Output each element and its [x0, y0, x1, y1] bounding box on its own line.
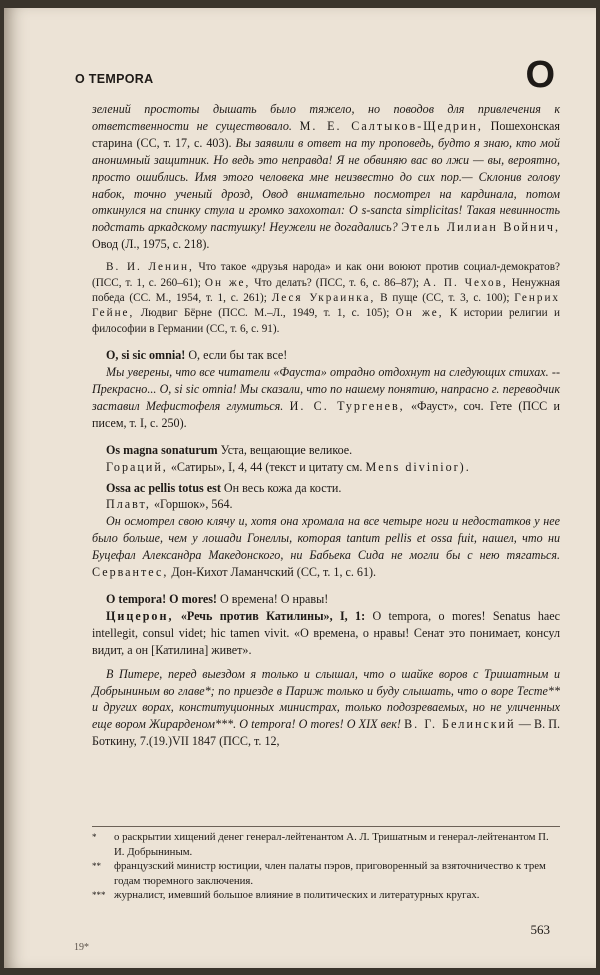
ref-author: Леся Украинка,	[271, 291, 376, 304]
author-name: Этель Лилиан Войнич,	[401, 220, 561, 235]
section-letter: O	[525, 54, 555, 96]
quote-text: Вы заявили в ответ на ту проповедь, будто я знаю, кто мой анонимный защитник. Но ведь это неправда! Я не обвиняю вас во лжи — вы, вероятно, просто ошиблись. Имя этого человека мне неизвестно до сих пор.— Склонив голову набок, точно ученый дрозд, Овод внимательно посмотрел на кардинала, потом откинулся на спинку стула и громко захохотал: О s-sancta simplicitas! Такая невинность подстать аркадскому пастушку! Неужели не догадались?	[92, 135, 560, 235]
latin-quote: O tempora, o mores! Senatus haec intellegit, consul videt; hic tamen vivit.	[92, 608, 560, 640]
footnote-text: французский министр юстиции, член палаты пэров, приговоренный за взяточничество к трем годам тюремного заключения.	[114, 860, 546, 887]
source-reference: Пошехонская старина (СС, т. 17, с. 403).	[92, 118, 560, 150]
quote-text: зелений простоты дышать было тяжело, но поводов для привлечения к ответственности не существовало.	[92, 102, 560, 133]
ref-text: Что такое «друзья народа» и как они воюют против социал-демократов? (ПСС, т. 1, с. 260–61);	[92, 261, 560, 289]
quote-text: Он осмотрел свою клячу и, хотя она хромала на все четыре ноги и недостатков у нее было больше, чем у лошади Гонеллы, которая tantum pellis et ossa fuit, нашел, что ни Буцефал Александра Македонского, ни Бабьека Сида не могли бы с нею тягаться.	[92, 514, 560, 563]
footnote	[92, 859, 560, 888]
ref-text: Что делать? (ПСС, т. 6, с. 86–87);	[254, 276, 420, 289]
entry-translation: Уста, вещающие великое.	[220, 442, 353, 457]
page-content	[92, 101, 560, 750]
quote-text: Мы уверены, что все читатели «Фауста» отрадно отдохнут на следующих стихах. -- Прекрасно... O, si sic omnia! Мы сказали, что по нашему понятию, напрасно г. переводчик заставил Мефистофеля глумиться.	[92, 365, 560, 413]
entry-heading	[92, 442, 560, 459]
ref-text: Ненужная победа (СС. М., 1954, т. 1, с. 261);	[92, 276, 561, 304]
source-reference: Овод (Л., 1975, с. 218).	[92, 237, 210, 252]
entry-heading	[92, 591, 560, 608]
author-name: Цицерон,	[106, 608, 174, 623]
author-name: Плавт,	[106, 497, 151, 512]
entry-phrase: O, si sic omnia!	[106, 348, 186, 363]
entry-translation: О, если бы так все!	[188, 348, 288, 363]
references-paragraph	[92, 260, 560, 337]
ref-author: Он же,	[395, 307, 444, 320]
author-name: М. Е. Салтыков-Щедрин,	[299, 118, 483, 133]
ref-author: Генрих Гейне,	[92, 291, 561, 320]
source-reference: Дон-Кихот Ламанчский (СС, т. 1, с. 61).	[171, 565, 377, 580]
ref-text: Людвиг Бёрне (ПСС. М.–Л., 1949, т. 1, с. 105);	[140, 307, 390, 320]
entry-body	[92, 364, 560, 432]
entry-phrase: Os magna sonaturum	[106, 442, 218, 457]
cross-reference: Mens divinior).	[365, 459, 471, 474]
source-reference: «Сатиры», I, 4, 44 (текст и цитату см.	[170, 459, 363, 474]
entry-body	[92, 459, 560, 476]
ref-text: К истории религии и философии в Германии (СС, т. 6, с. 91).	[92, 307, 560, 335]
source-reference: — В. П. Боткину, 7.(19.)VII 1847 (ПСС, т. 12,	[92, 717, 560, 749]
entry-translation: Он весь кожа да кости.	[223, 480, 342, 495]
footnotes	[92, 826, 560, 903]
footnote	[92, 888, 560, 903]
ref-author: В. И. Ленин,	[106, 261, 194, 274]
entry-heading	[92, 347, 560, 364]
page-header	[75, 54, 555, 100]
author-name: И. С. Тургенев,	[289, 398, 405, 413]
entry-translation: О времена! О нравы!	[219, 591, 329, 606]
author-name: Гораций,	[106, 459, 168, 474]
quote-translation: «О времена, о нравы! Сенат это понимает, консул видит, а он [Катилина] живет».	[92, 625, 560, 657]
entry-body	[92, 666, 560, 751]
footnote	[92, 830, 560, 859]
page-number: 563	[530, 922, 550, 937]
footnote-mark: **	[92, 861, 101, 872]
author-name: В. Г. Белинский	[404, 717, 516, 732]
source-reference: «Горшок», 564.	[153, 497, 233, 512]
footnote-mark: *	[92, 832, 97, 842]
footnote-mark: ***	[92, 890, 106, 901]
ref-author: Он же,	[204, 276, 251, 289]
source-reference: «Фауст», соч. Гете (ПСС и писем, т. I, с. 250).	[92, 398, 561, 430]
ref-author: А. П. Чехов,	[423, 276, 508, 289]
printer-signature: 19*	[74, 942, 89, 953]
running-title: O TEMPORA	[75, 72, 154, 86]
entry-phrase: O tempora! O mores!	[106, 591, 217, 606]
footnote-text: о раскрытии хищений денег генерал-лейтенантом А. Л. Тришатным и генерал-лейтенантом П. И. Добрыниным.	[114, 831, 549, 858]
entry-phrase: Ossa ac pellis totus est	[106, 480, 221, 495]
entry-body	[92, 513, 560, 581]
entry-body	[92, 608, 560, 659]
quote-text: В Питере, перед выездом я только и слышал, что о шайке воров с Тришатным и Добрыниным во главе*; по приезде в Париж только и буду слышать, что о воре Тесте** и других ворах, конституционных министрах, только подозреваемых, но не уличенных еще вором Жирарденом***. O tempora! O mores! О XIX век!	[92, 666, 560, 732]
author-name: Сервантес,	[92, 565, 169, 580]
source-reference: «Речь против Катилины», I, 1:	[180, 608, 366, 623]
entry-heading	[92, 480, 560, 497]
ref-text: В пуще (СС, т. 3, с. 100);	[380, 291, 510, 304]
book-page	[4, 8, 596, 968]
paragraph-quote-saltykov	[92, 101, 560, 253]
entry-source	[92, 496, 560, 513]
footnote-text: журналист, имевший большое влияние в политических и литературных кругах.	[114, 889, 480, 902]
